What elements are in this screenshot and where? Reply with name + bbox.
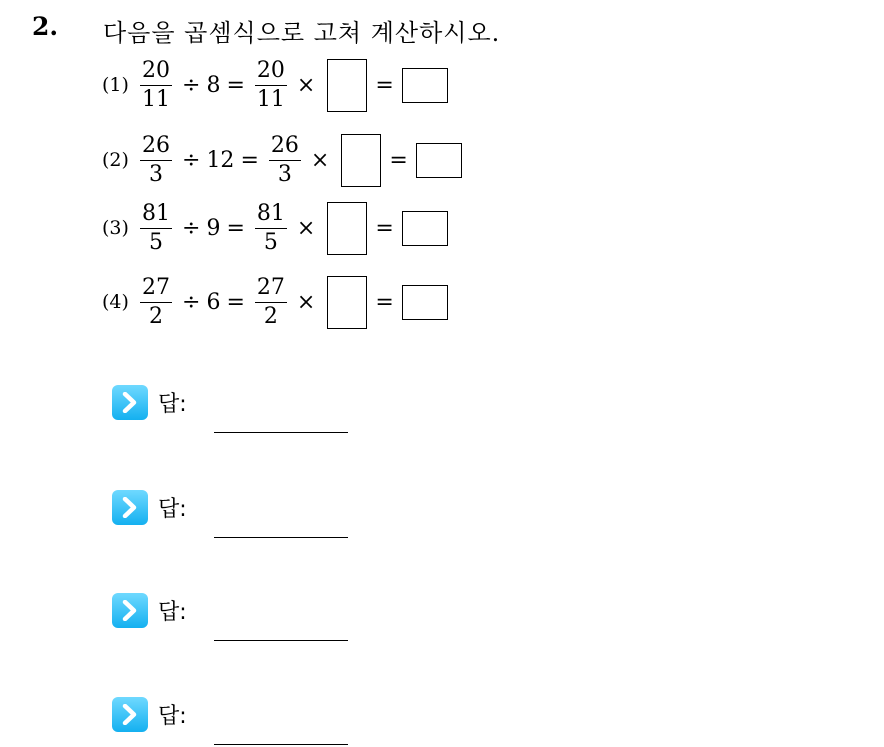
equals-sign: = — [389, 147, 408, 173]
numerator: 81 — [140, 201, 172, 229]
fraction — [255, 58, 287, 113]
numerator: 27 — [140, 275, 172, 303]
equals-sign: = — [375, 215, 394, 241]
problem-label: (1) — [102, 74, 129, 96]
times-sign: × — [296, 72, 316, 98]
equals-sign: = — [226, 289, 245, 315]
numerator: 26 — [269, 133, 301, 161]
denominator: 5 — [263, 229, 278, 255]
question-text: 다음을 곱셈식으로 고쳐 계산하시오. — [103, 19, 501, 47]
problem-label: (2) — [102, 149, 129, 171]
problem-label: (3) — [102, 217, 129, 239]
denominator: 3 — [149, 161, 163, 187]
fraction — [140, 58, 172, 113]
numerator: 26 — [140, 133, 172, 161]
divide-sign: ÷ — [182, 289, 201, 315]
chevron-right-icon — [112, 593, 148, 628]
answer-row-2 — [112, 490, 372, 540]
fraction — [269, 133, 301, 188]
times-sign: × — [296, 289, 316, 315]
problem-label: (4) — [102, 291, 129, 313]
divide-sign: ÷ — [182, 72, 201, 98]
equals-sign: = — [375, 72, 394, 98]
fraction — [140, 133, 172, 188]
answer-label: 답: — [158, 704, 187, 729]
fraction — [255, 201, 287, 256]
answer-blank-line[interactable] — [214, 640, 348, 641]
reciprocal-blank-box[interactable] — [327, 276, 367, 329]
result-blank-box[interactable] — [402, 285, 448, 320]
denominator: 3 — [277, 161, 292, 187]
divide-sign: ÷ — [182, 215, 201, 241]
reciprocal-blank-box[interactable] — [327, 59, 367, 112]
times-sign: × — [296, 215, 316, 241]
chevron-right-icon — [112, 490, 148, 525]
denominator: 2 — [263, 303, 278, 329]
numerator: 27 — [255, 275, 287, 303]
denominator: 5 — [149, 229, 163, 255]
divisor: 12 — [206, 147, 235, 173]
denominator: 11 — [142, 86, 170, 112]
answer-row-1 — [112, 385, 372, 435]
fraction — [140, 201, 172, 256]
divisor: 9 — [206, 215, 221, 241]
equals-sign: = — [226, 215, 245, 241]
answer-row-3 — [112, 593, 372, 643]
denominator: 11 — [256, 86, 285, 112]
problem-1 — [102, 55, 448, 115]
result-blank-box[interactable] — [402, 68, 448, 103]
answer-blank-line[interactable] — [214, 744, 348, 745]
fraction — [255, 275, 287, 330]
reciprocal-blank-box[interactable] — [341, 134, 381, 187]
denominator: 2 — [149, 303, 163, 329]
problem-2 — [102, 130, 462, 190]
divide-sign: ÷ — [182, 147, 201, 173]
numerator: 20 — [255, 58, 287, 86]
answer-blank-line[interactable] — [214, 432, 348, 433]
equals-sign: = — [375, 289, 394, 315]
answer-label: 답: — [158, 600, 187, 625]
divisor: 6 — [206, 289, 221, 315]
fraction — [140, 275, 172, 330]
equals-sign: = — [226, 72, 245, 98]
result-blank-box[interactable] — [402, 211, 448, 246]
problem-3 — [102, 198, 448, 258]
answer-label: 답: — [158, 392, 187, 417]
equals-sign: = — [240, 147, 259, 173]
problem-4 — [102, 272, 448, 332]
result-blank-box[interactable] — [416, 143, 462, 178]
numerator: 20 — [140, 58, 172, 86]
reciprocal-blank-box[interactable] — [327, 202, 367, 255]
times-sign: × — [310, 147, 330, 173]
numerator: 81 — [255, 201, 287, 229]
chevron-right-icon — [112, 385, 148, 420]
chevron-right-icon — [112, 697, 148, 732]
answer-row-4 — [112, 697, 372, 747]
question-number: 2. — [32, 12, 59, 41]
answer-blank-line[interactable] — [214, 537, 348, 538]
divisor: 8 — [206, 72, 221, 98]
answer-label: 답: — [158, 497, 187, 522]
